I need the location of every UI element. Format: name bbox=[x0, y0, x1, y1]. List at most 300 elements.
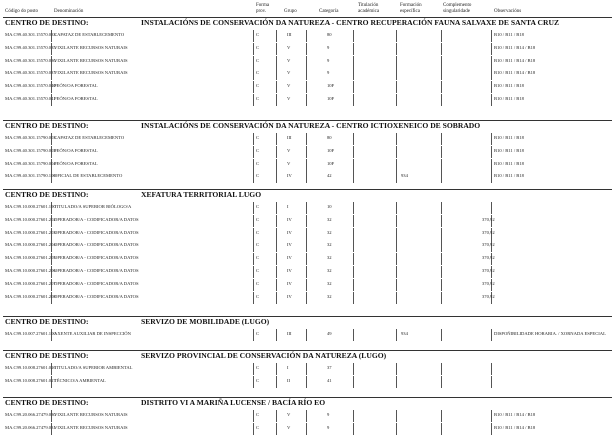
cell-grupo: IV bbox=[287, 242, 292, 248]
column-rule bbox=[353, 146, 354, 158]
column-rule bbox=[306, 81, 307, 93]
cell-code: MA.C99.10.000.27601.203 bbox=[5, 229, 56, 235]
column-rule bbox=[441, 94, 442, 106]
cell-forma: C bbox=[256, 160, 260, 166]
table-row bbox=[0, 329, 615, 341]
cell-forma: C bbox=[256, 173, 260, 179]
column-rule bbox=[253, 240, 254, 252]
column-rule bbox=[441, 171, 442, 183]
cell-forma: C bbox=[256, 365, 260, 370]
column-rule bbox=[276, 363, 277, 375]
column-rule bbox=[353, 253, 354, 265]
cell-den: PEÓN/OA FORESTAL bbox=[54, 160, 98, 166]
cell-forma: C bbox=[256, 268, 260, 273]
column-rule bbox=[396, 202, 397, 214]
cell-forma: C bbox=[256, 331, 260, 336]
column-rule bbox=[253, 43, 254, 55]
column-rule bbox=[306, 253, 307, 265]
section-name: SERVIZO DE MOBILIDADE (LUGO) bbox=[141, 317, 270, 326]
column-rule bbox=[491, 159, 492, 171]
cell-den: AXENTE AUXILIAR DE INSPECCIÓN bbox=[54, 331, 131, 336]
cell-den: CAPATAZ DE ESTABLECEMENTO bbox=[54, 135, 125, 140]
cell-den: OPERADOR/A - CODIFICADOR/A DATOS bbox=[54, 280, 139, 286]
column-rule bbox=[441, 215, 442, 227]
cell-comp: 370,92 bbox=[482, 216, 495, 222]
cell-code: MA.C99.40.301.15790.100 bbox=[5, 173, 56, 179]
column-rule bbox=[441, 68, 442, 80]
column-rule bbox=[491, 43, 492, 55]
cell-obs: B10 / B11 / B14 / B18 bbox=[494, 424, 536, 430]
cell-forma: C bbox=[256, 204, 260, 209]
column-rule bbox=[396, 376, 397, 388]
cell-comp: 370,92 bbox=[482, 242, 495, 248]
cell-code: MA.C99.10.000.27601.207 bbox=[5, 280, 56, 286]
cell-cat: 42 bbox=[327, 173, 332, 179]
column-rule bbox=[441, 56, 442, 68]
section-label: CENTRO DE DESTINO: bbox=[5, 18, 89, 27]
column-rule bbox=[353, 363, 354, 375]
cell-code: MA.C99.40.301.15570.033 bbox=[5, 32, 56, 37]
column-rule bbox=[276, 171, 277, 183]
cell-forma: C bbox=[256, 96, 260, 101]
column-rule bbox=[276, 253, 277, 265]
cell-grupo: IV bbox=[287, 173, 292, 179]
column-rule bbox=[491, 30, 492, 42]
cell-obs: B10 / B11 / B18 bbox=[494, 32, 524, 37]
cell-den: CAPATAZ DE ESTABLECEMENTO bbox=[54, 32, 125, 37]
column-rule bbox=[253, 94, 254, 106]
table-row bbox=[0, 30, 615, 42]
column-rule bbox=[491, 56, 492, 68]
column-rule bbox=[353, 68, 354, 80]
cell-grupo: V bbox=[287, 96, 291, 101]
column-rule bbox=[253, 159, 254, 171]
cell-grupo: V bbox=[287, 160, 291, 166]
cell-den: VIXILANTE RECURSOS NATURAIS bbox=[54, 70, 128, 76]
cell-obs: B10 / B11 / B18 bbox=[494, 173, 524, 179]
cell-den: OFICIAL DE ESTABLECEMENTO bbox=[54, 173, 123, 179]
column-rule bbox=[491, 410, 492, 422]
section-label: CENTRO DE DESTINO: bbox=[5, 351, 89, 360]
column-rule bbox=[396, 30, 397, 42]
cell-code: MA.C99.10.000.27601.204 bbox=[5, 242, 56, 248]
cell-code: MA.C99.40.301.15790.004 bbox=[5, 160, 56, 166]
cell-cat: 10F bbox=[327, 160, 335, 166]
cell-grupo: I bbox=[287, 204, 289, 209]
cell-code: MA.C99.40.301.15570.041 bbox=[5, 96, 56, 101]
column-rule bbox=[396, 266, 397, 278]
table-row bbox=[0, 292, 615, 304]
section-name: XEFATURA TERRITORIAL LUGO bbox=[141, 190, 262, 199]
table-row bbox=[0, 81, 615, 93]
table-row bbox=[0, 253, 615, 265]
section-divider bbox=[3, 316, 612, 317]
column-rule bbox=[276, 30, 277, 42]
cell-den: VIXILANTE RECURSOS NATURAIS bbox=[54, 44, 128, 50]
column-rule bbox=[306, 228, 307, 240]
column-rule bbox=[491, 329, 492, 341]
cell-cat: 10F bbox=[327, 96, 335, 101]
column-rule bbox=[306, 240, 307, 252]
column-rule bbox=[306, 215, 307, 227]
cell-den: VIXILANTE RECURSOS NATURAIS bbox=[54, 412, 128, 417]
column-rule bbox=[441, 329, 442, 341]
column-rule bbox=[491, 81, 492, 93]
column-rule bbox=[306, 202, 307, 214]
cell-grupo: III bbox=[287, 135, 292, 140]
column-rule bbox=[396, 228, 397, 240]
table-row bbox=[0, 56, 615, 68]
cell-grupo: III bbox=[287, 32, 292, 37]
column-rule bbox=[253, 253, 254, 265]
section-name: INSTALACIÓNS DE CONSERVACIÓN DA NATUREZA - CENTRO ICTIOXENEICO DE SOBRADO bbox=[141, 121, 481, 130]
cell-forma: C bbox=[256, 424, 260, 430]
cell-forma: C bbox=[256, 377, 260, 383]
header-codigo: Código do posto bbox=[5, 9, 39, 14]
column-rule bbox=[396, 133, 397, 145]
column-rule bbox=[491, 146, 492, 158]
column-rule bbox=[353, 30, 354, 42]
column-rule bbox=[353, 202, 354, 214]
column-rule bbox=[306, 423, 307, 435]
column-rule bbox=[491, 202, 492, 214]
cell-forma: C bbox=[256, 70, 260, 76]
section-label: CENTRO DE DESTINO: bbox=[5, 398, 89, 407]
section-label: CENTRO DE DESTINO: bbox=[5, 190, 89, 199]
cell-obs: B10 / B11 / B18 bbox=[494, 96, 524, 101]
table-header bbox=[0, 0, 615, 16]
cell-form: 934 bbox=[401, 173, 408, 179]
cell-grupo: IV bbox=[287, 268, 292, 273]
cell-comp: 370,92 bbox=[482, 293, 495, 299]
cell-den: PEÓN/OA FORESTAL bbox=[54, 83, 98, 89]
cell-obs: B10 / B11 / B14 / B18 bbox=[494, 70, 536, 76]
column-rule bbox=[306, 68, 307, 80]
column-rule bbox=[353, 159, 354, 171]
column-rule bbox=[441, 43, 442, 55]
cell-den: PEÓN/OA FORESTAL bbox=[54, 147, 98, 153]
column-rule bbox=[253, 228, 254, 240]
column-rule bbox=[253, 68, 254, 80]
column-rule bbox=[253, 202, 254, 214]
column-rule bbox=[276, 56, 277, 68]
cell-cat: 10 bbox=[327, 204, 332, 209]
cell-cat: 49 bbox=[327, 331, 332, 336]
cell-den: TÉCNICO/A AMBIENTAL bbox=[54, 377, 106, 383]
column-rule bbox=[253, 363, 254, 375]
cell-forma: C bbox=[256, 255, 260, 261]
table-row bbox=[0, 94, 615, 106]
column-rule bbox=[306, 410, 307, 422]
column-rule bbox=[396, 363, 397, 375]
column-rule bbox=[491, 376, 492, 388]
section-name: SERVIZO PROVINCIAL DE CONSERVACIÓN DA NATUREZA (LUGO) bbox=[141, 351, 387, 360]
cell-grupo: IV bbox=[287, 293, 292, 299]
column-rule bbox=[353, 133, 354, 145]
column-rule bbox=[276, 202, 277, 214]
cell-grupo: IV bbox=[287, 280, 292, 286]
table-row bbox=[0, 228, 615, 240]
column-rule bbox=[353, 279, 354, 291]
cell-forma: C bbox=[256, 242, 260, 248]
column-rule bbox=[306, 133, 307, 145]
cell-den: OPERADOR/A - CODIFICADOR/A DATOS bbox=[54, 293, 139, 299]
cell-den: OPERADOR/A - CODIFICADOR/A DATOS bbox=[54, 229, 139, 235]
column-rule bbox=[353, 81, 354, 93]
cell-code: MA.C99.40.301.15570.036 bbox=[5, 57, 56, 63]
cell-comp: 370,92 bbox=[482, 229, 495, 235]
table-row bbox=[0, 410, 615, 422]
column-rule bbox=[276, 279, 277, 291]
column-rule bbox=[353, 43, 354, 55]
cell-forma: C bbox=[256, 293, 260, 299]
column-rule bbox=[276, 215, 277, 227]
column-rule bbox=[353, 228, 354, 240]
cell-grupo: V bbox=[287, 147, 291, 153]
table-row bbox=[0, 133, 615, 145]
column-rule bbox=[441, 240, 442, 252]
column-rule bbox=[441, 228, 442, 240]
cell-code: MA.C99.10.000.27601.208 bbox=[5, 293, 56, 299]
section-label: CENTRO DE DESTINO: bbox=[5, 317, 89, 326]
column-rule bbox=[491, 423, 492, 435]
cell-grupo: II bbox=[287, 377, 291, 383]
header-titulacion: Titulación académica bbox=[358, 3, 380, 14]
cell-grupo: IV bbox=[287, 216, 292, 222]
cell-grupo: V bbox=[287, 83, 291, 89]
column-rule bbox=[441, 253, 442, 265]
cell-code: MA.C99.10.008.27601.027 bbox=[5, 377, 56, 383]
column-rule bbox=[396, 94, 397, 106]
table-row bbox=[0, 376, 615, 388]
column-rule bbox=[353, 292, 354, 304]
column-rule bbox=[396, 240, 397, 252]
column-rule bbox=[353, 94, 354, 106]
column-rule bbox=[276, 329, 277, 341]
column-rule bbox=[353, 410, 354, 422]
cell-den: TITULADO/A SUPERIOR AMBIENTAL bbox=[54, 365, 133, 370]
table-row bbox=[0, 43, 615, 55]
column-rule bbox=[396, 146, 397, 158]
column-rule bbox=[491, 171, 492, 183]
cell-cat: 32 bbox=[327, 268, 332, 273]
column-rule bbox=[441, 81, 442, 93]
cell-cat: 41 bbox=[327, 377, 332, 383]
cell-obs: B10 / B11 / B18 bbox=[494, 135, 524, 140]
column-rule bbox=[253, 423, 254, 435]
table-row bbox=[0, 171, 615, 183]
table-row bbox=[0, 266, 615, 278]
column-rule bbox=[441, 423, 442, 435]
cell-code: MA.C99.10.007.27601.100 bbox=[5, 331, 56, 336]
column-rule bbox=[253, 376, 254, 388]
cell-forma: C bbox=[256, 229, 260, 235]
cell-grupo: V bbox=[287, 70, 291, 76]
cell-obs: B10 / B11 / B18 bbox=[494, 147, 524, 153]
cell-form: 934 bbox=[401, 331, 408, 336]
section-label: CENTRO DE DESTINO: bbox=[5, 121, 89, 130]
column-rule bbox=[253, 171, 254, 183]
column-rule bbox=[276, 133, 277, 145]
cell-den: TITULADO/A SUPERIOR BIÓLOGO/A bbox=[54, 204, 132, 209]
cell-comp: 370,92 bbox=[482, 280, 495, 286]
cell-forma: C bbox=[256, 135, 260, 140]
cell-cat: 37 bbox=[327, 365, 332, 370]
column-rule bbox=[353, 423, 354, 435]
column-rule bbox=[276, 159, 277, 171]
column-rule bbox=[253, 81, 254, 93]
column-rule bbox=[276, 292, 277, 304]
table-row bbox=[0, 146, 615, 158]
cell-cat: 32 bbox=[327, 293, 332, 299]
cell-forma: C bbox=[256, 32, 260, 37]
cell-forma: C bbox=[256, 147, 260, 153]
column-rule bbox=[396, 43, 397, 55]
column-rule bbox=[396, 410, 397, 422]
cell-obs: DISPOÑIBILIDADE HORARIA. / XORNADA ESPECIAL bbox=[494, 331, 606, 336]
cell-code: MA.C99.10.008.27601.026 bbox=[5, 365, 56, 370]
column-rule bbox=[396, 215, 397, 227]
cell-forma: C bbox=[256, 280, 260, 286]
cell-comp: 370,92 bbox=[482, 268, 495, 273]
table-row bbox=[0, 202, 615, 214]
cell-cat: 9 bbox=[327, 412, 330, 417]
column-rule bbox=[306, 376, 307, 388]
cell-cat: 9 bbox=[327, 44, 330, 50]
column-rule bbox=[276, 146, 277, 158]
column-rule bbox=[491, 133, 492, 145]
column-rule bbox=[306, 329, 307, 341]
cell-grupo: I bbox=[287, 365, 289, 370]
cell-code: MA.C99.10.000.27601.202 bbox=[5, 216, 56, 222]
column-rule bbox=[253, 266, 254, 278]
cell-cat: 10F bbox=[327, 147, 335, 153]
column-rule bbox=[396, 68, 397, 80]
column-rule bbox=[441, 363, 442, 375]
column-rule bbox=[276, 81, 277, 93]
cell-code: MA.C99.10.000.27601.205 bbox=[5, 255, 56, 261]
column-rule bbox=[306, 30, 307, 42]
cell-den: PEÓN/OA FORESTAL bbox=[54, 96, 98, 101]
column-rule bbox=[253, 56, 254, 68]
column-rule bbox=[306, 171, 307, 183]
cell-cat: 32 bbox=[327, 216, 332, 222]
cell-grupo: IV bbox=[287, 229, 292, 235]
cell-cat: 32 bbox=[327, 229, 332, 235]
column-rule bbox=[396, 279, 397, 291]
section-name: DISTRITO VI A MARIÑA LUCENSE / BACÍA RÍO EO bbox=[141, 398, 326, 407]
column-rule bbox=[353, 376, 354, 388]
cell-grupo: V bbox=[287, 412, 291, 417]
column-rule bbox=[276, 43, 277, 55]
header-denominacion: Denominación bbox=[54, 9, 84, 14]
column-rule bbox=[276, 376, 277, 388]
table-row bbox=[0, 159, 615, 171]
cell-grupo: V bbox=[287, 57, 291, 63]
column-rule bbox=[306, 363, 307, 375]
header-formacion: Formación específica bbox=[400, 3, 422, 14]
column-rule bbox=[276, 228, 277, 240]
column-rule bbox=[276, 423, 277, 435]
cell-den: VIXILANTE RECURSOS NATURAIS bbox=[54, 57, 128, 63]
section-divider bbox=[3, 189, 612, 190]
cell-code: MA.C99.40.301.15570.035 bbox=[5, 44, 56, 50]
cell-den: VIXILANTE RECURSOS NATURAIS bbox=[54, 424, 128, 430]
column-rule bbox=[353, 240, 354, 252]
table-row bbox=[0, 68, 615, 80]
cell-code: MA.C99.10.000.27601.190 bbox=[5, 204, 56, 209]
cell-obs: B10 / B11 / B18 bbox=[494, 83, 524, 89]
cell-cat: 10F bbox=[327, 83, 335, 89]
column-rule bbox=[306, 43, 307, 55]
cell-code: MA.C99.40.301.15570.040 bbox=[5, 83, 56, 89]
column-rule bbox=[396, 56, 397, 68]
column-rule bbox=[441, 202, 442, 214]
column-rule bbox=[253, 133, 254, 145]
column-rule bbox=[491, 68, 492, 80]
column-rule bbox=[306, 279, 307, 291]
column-rule bbox=[396, 159, 397, 171]
column-rule bbox=[396, 81, 397, 93]
column-rule bbox=[441, 146, 442, 158]
cell-code: MA.C99.40.301.15570.037 bbox=[5, 70, 56, 76]
column-rule bbox=[306, 146, 307, 158]
column-rule bbox=[441, 30, 442, 42]
header-forma: Forma prov. bbox=[256, 3, 270, 14]
table-row bbox=[0, 423, 615, 435]
cell-cat: 9 bbox=[327, 70, 330, 76]
header-grupo: Grupo bbox=[284, 9, 297, 14]
cell-grupo: V bbox=[287, 424, 291, 430]
header-observacions: Observacións bbox=[494, 9, 522, 14]
cell-cat: 32 bbox=[327, 242, 332, 248]
cell-obs: B10 / B11 / B14 / B18 bbox=[494, 412, 536, 417]
column-rule bbox=[441, 159, 442, 171]
cell-grupo: IV bbox=[287, 255, 292, 261]
cell-cat: 80 bbox=[327, 32, 332, 37]
cell-grupo: V bbox=[287, 44, 291, 50]
cell-cat: 9 bbox=[327, 424, 330, 430]
column-rule bbox=[396, 423, 397, 435]
cell-den: OPERADOR/A - CODIFICADOR/A DATOS bbox=[54, 242, 139, 248]
column-rule bbox=[441, 279, 442, 291]
column-rule bbox=[396, 253, 397, 265]
column-rule bbox=[276, 68, 277, 80]
table-row bbox=[0, 240, 615, 252]
column-rule bbox=[253, 292, 254, 304]
cell-code: MA.C99.20.066.27479.030 bbox=[5, 412, 56, 417]
column-rule bbox=[306, 292, 307, 304]
cell-grupo: III bbox=[287, 331, 292, 336]
column-rule bbox=[396, 329, 397, 341]
cell-obs: B10 / B11 / B18 bbox=[494, 160, 524, 166]
cell-cat: 32 bbox=[327, 255, 332, 261]
cell-den: OPERADOR/A - CODIFICADOR/A DATOS bbox=[54, 268, 139, 273]
cell-forma: C bbox=[256, 412, 260, 417]
header-complemento: Complemento singularidade bbox=[443, 3, 472, 14]
column-rule bbox=[276, 240, 277, 252]
column-rule bbox=[441, 133, 442, 145]
column-rule bbox=[491, 363, 492, 375]
cell-obs: B10 / B11 / B14 / B18 bbox=[494, 57, 536, 63]
column-rule bbox=[396, 292, 397, 304]
column-rule bbox=[306, 56, 307, 68]
cell-forma: C bbox=[256, 216, 260, 222]
column-rule bbox=[441, 410, 442, 422]
cell-cat: 80 bbox=[327, 135, 332, 140]
column-rule bbox=[306, 94, 307, 106]
column-rule bbox=[306, 159, 307, 171]
